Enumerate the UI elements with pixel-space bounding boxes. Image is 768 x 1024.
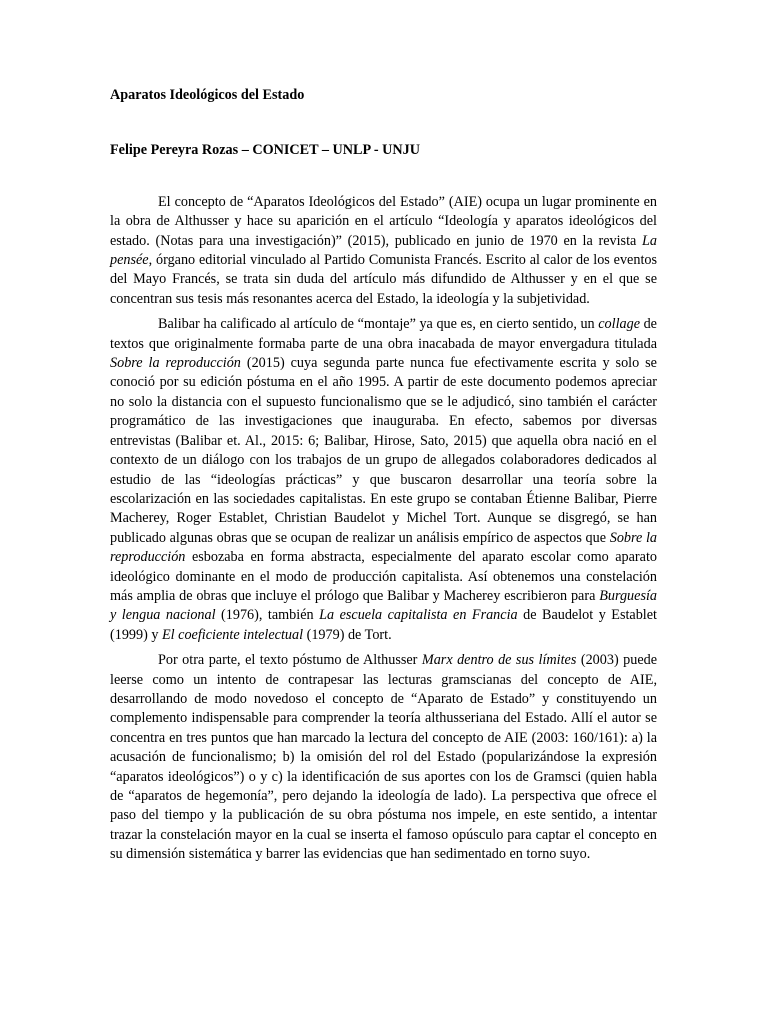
paragraph-text: Por otra parte, el texto póstumo de Althusser — [158, 652, 422, 669]
paragraph-text: , órgano editorial vinculado al Partido Comunista Francés. Escrito al calor de los eventos del Mayo Francés, se trata sin duda del artículo más difundido de Althusser y en el que se concentran sus tesis más resonantes acerca del Estado, la ideología y la subjetividad. — [110, 252, 657, 307]
italic-title-reference: collage — [598, 316, 640, 333]
paragraph — [110, 315, 657, 645]
paragraph — [110, 651, 657, 864]
paragraph-text: (2003) puede leerse como un intento de contrapesar las lecturas gramscianas del concepto de AIE, desarrollando de modo novedoso el concepto de “Aparato de Estado” y constituyendo un complemento indispensable para comprender la teoría althusseriana del Estado. Allí el autor se concentra en tres puntos que han marcado la lectura del concepto de AIE (2003: 160/161): a) la acusación de funcionalismo; b) la omisión del rol del Estado (popularizándose la expresión “aparatos ideológicos”) o y c) la identificación de sus aportes con los de Gramsci (quien habla de “aparatos de hegemonía”, pero dejando la ideología de lado). La perspectiva que ofrece el paso del tiempo y la publicación de su obra póstuma nos impele, en este sentido, a intentar trazar la constelación mayor en la cual se inserta el famoso opúsculo para captar el concepto en su dimensión sistemática y barrer las evidencias que han sedimentado en torno suyo. — [110, 652, 658, 863]
italic-title-reference: La pensée — [110, 232, 657, 269]
paragraph-text: de textos que originalmente formaba parte de una obra inacabada de mayor envergadura titulada — [110, 316, 657, 352]
italic-title-reference: Marx dentro de sus límites — [421, 652, 577, 669]
italic-title-reference: Sobre la reproducción — [110, 529, 657, 566]
author-affiliation-line: Felipe Pereyra Rozas – CONICET – UNLP - UNJU — [110, 142, 420, 159]
paragraph-text: de Baudelot y Establet (1999) y — [110, 607, 657, 643]
paragraph — [110, 193, 657, 309]
italic-title-reference: El coeficiente intelectual — [162, 626, 304, 643]
italic-title-reference: Burguesía y lengua nacional — [110, 587, 657, 624]
paragraph-text: (1976), también — [215, 607, 320, 624]
paragraph-text: (2015) cuya segunda parte nunca fue efectivamente escrita y solo se conoció por su edición póstuma en el año 1995. A partir de este documento podemos apreciar no solo la distancia con el supuesto funcionalismo que se le adjudicó, sino también el carácter programático de las investigaciones que inauguraba. En efecto, sabemos por diversas entrevistas (Balibar et. Al., 2015: 6; Balibar, Hirose, Sato, 2015) que aquella obra nació en el contexto de un diálogo con los trabajos de un grupo de allegados colaboradores dedicados al estudio de las “ideologías prácticas” y que buscaron desarrollar una teoría sobre la escolarización en las sociedades capitalistas. En este grupo se contaban Étienne Balibar, Pierre Macherey, Roger Establet, Christian Baudelot y Michel Tort. Aunque se disgregó, se han publicado algunas obras que se ocupan de realizar un análisis empírico de aspectos que — [110, 355, 657, 546]
document-title: Aparatos Ideológicos del Estado — [110, 87, 305, 103]
italic-title-reference: Sobre la reproducción — [110, 355, 241, 372]
italic-title-reference: La escuela capitalista en Francia — [319, 607, 518, 624]
document-body — [110, 86, 657, 865]
paragraph-text: El concepto de “Aparatos Ideológicos del Estado” (AIE) ocupa un lugar prominente en la obra de Althusser y hace su aparición en el artículo “Ideología y aparatos ideológicos del estado. (Notas para una investigación)” (2015), publicado en junio de 1970 en la revista — [110, 193, 657, 249]
paragraph-text: Balibar ha calificado al artículo de “montaje” ya que es, en cierto sentido, un — [158, 316, 599, 333]
paragraph-text: (1979) de Tort. — [303, 626, 392, 643]
paragraph-text: esbozaba en forma abstracta, especialmente del aparato escolar como aparato ideológico dominante en el modo de producción capitalista. Así obtenemos una constelación más amplia de obras que incluye el prólogo que Balibar y Macherey escribieron para — [110, 549, 657, 604]
